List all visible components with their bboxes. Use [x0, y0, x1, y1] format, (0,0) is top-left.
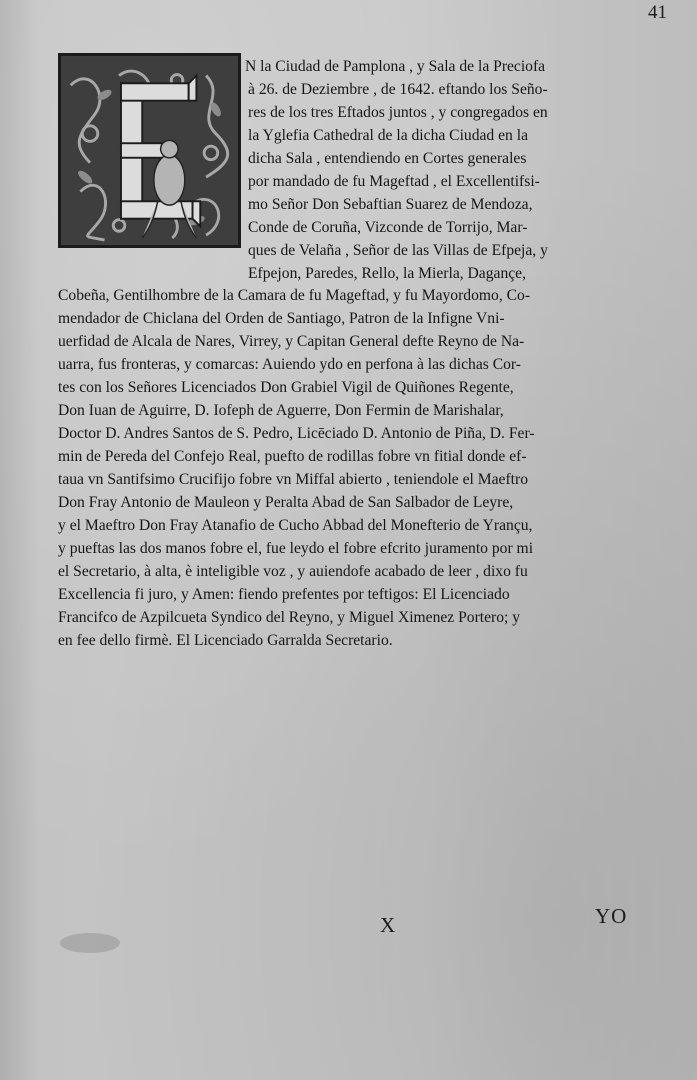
text-line: res de los tres Eftados juntos , y congregados en: [248, 104, 548, 121]
text-line: Cobeña, Gentilhombre de la Camara de fu Mageftad, y fu Mayordomo, Co-: [58, 287, 531, 304]
text-line: Conde de Coruña, Vizconde de Torrijo, Mar-: [248, 219, 528, 236]
text-line: Doctor D. Andres Santos de S. Pedro, Licēciado D. Antonio de Piña, D. Fer-: [58, 425, 535, 442]
text-line: mo Señor Don Sebaftian Suarez de Mendoza,: [248, 196, 533, 213]
text-line: uarra, fus fronteras, y comarcas: Auiendo ydo en perfona à las dichas Cor-: [58, 356, 521, 373]
text-line: el Secretario, à alta, è inteligible voz , y auiendofe acabado de leer , dixo fu: [58, 563, 528, 580]
ink-stain: [60, 933, 120, 953]
signature-mark: X: [380, 913, 396, 937]
text-line: y el Maeftro Don Fray Atanafio de Cucho Abbad del Monefterio de Yrançu,: [58, 517, 533, 534]
text-line: tes con los Señores Licenciados Don Grabiel Vigil de Quiñones Regente,: [58, 379, 514, 396]
catchword: YO: [595, 904, 628, 928]
text-line: Don Fray Antonio de Mauleon y Peralta Abad de San Salbador de Leyre,: [58, 494, 514, 511]
text-line: en fee dello firmè. El Licenciado Garralda Secretario.: [58, 632, 393, 649]
text-line: Francifco de Azpilcueta Syndico del Reyno, y Miguel Ximenez Portero; y: [58, 609, 521, 626]
text-line: taua vn Santifsimo Crucifijo fobre vn Miffal abierto , teniendole el Maeftro: [58, 471, 528, 488]
text-line: dicha Sala , entendiendo en Cortes generales: [248, 150, 527, 167]
text-line: Efpejon, Paredes, Rello, la Mierla, Dagançe,: [248, 265, 526, 282]
text-line: N la Ciudad de Pamplona , y Sala de la Preciofa: [245, 58, 546, 75]
text-line: la Yglefia Cathedral de la dicha Ciudad en la: [248, 127, 528, 144]
text-line: mendador de Chiclana del Orden de Santiago, Patron de la Infigne Vni-: [58, 310, 505, 327]
text-line: Excellencia fi juro, y Amen: fiendo prefentes por teftigos: El Licenciado: [58, 586, 510, 603]
text-line: y pueftas las dos manos fobre el, fue leydo el fobre efcrito juramento por mi: [58, 540, 534, 557]
text-line: ques de Velaña , Señor de las Villas de Efpeja, y: [248, 242, 548, 259]
text-line: Don Iuan de Aguirre, D. Iofeph de Aguerre, Don Fermin de Marishalar,: [58, 402, 504, 419]
text-line: à 26. de Deziembre , de 1642. eftando los Seño-: [248, 81, 548, 98]
text-line: min de Pereda del Confejo Real, puefto de rodillas fobre vn fitial donde ef-: [58, 448, 527, 465]
text-line: uerfidad de Alcala de Nares, Virrey, y Capitan General defte Reyno de Na-: [58, 333, 525, 350]
text-line: por mandado de fu Mageftad , el Excellentifsi-: [248, 173, 540, 190]
page-number: 41: [648, 2, 667, 23]
